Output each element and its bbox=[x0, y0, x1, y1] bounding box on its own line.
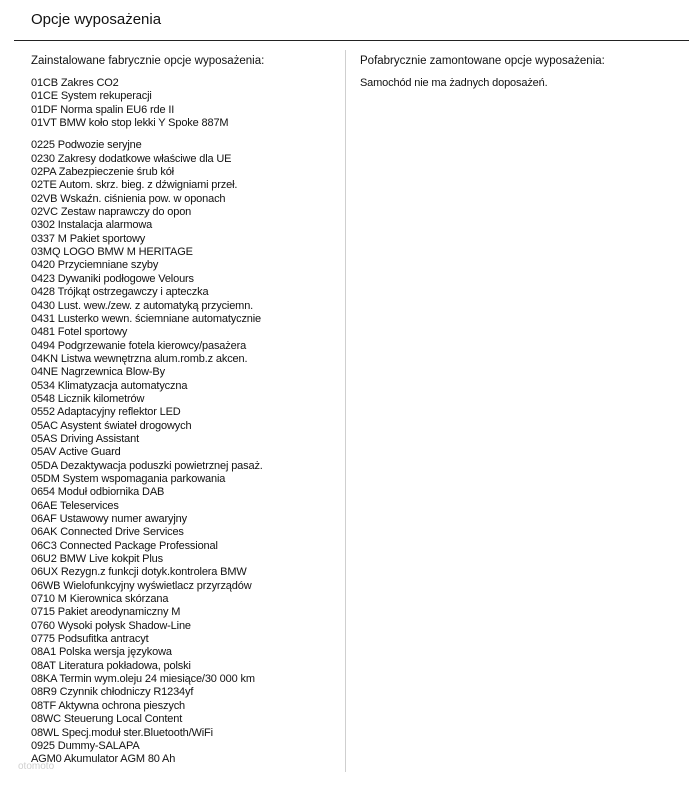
option-item: 01DF Norma spalin EU6 rde II bbox=[31, 103, 175, 116]
option-item: 0710 M Kierownica skórzana bbox=[31, 593, 169, 606]
option-item: 0534 Klimatyzacja automatyczna bbox=[31, 379, 188, 392]
option-item: 08AT Literatura pokładowa, polski bbox=[31, 659, 191, 672]
option-item: 06AE Teleservices bbox=[31, 499, 119, 512]
option-item: 05AS Driving Assistant bbox=[31, 432, 139, 445]
option-item: 02TE Autom. skrz. bieg. z dźwigniami przeł. bbox=[31, 179, 238, 192]
option-item: 06UX Rezygn.z funkcji dotyk.kontrolera BMW bbox=[31, 566, 247, 579]
option-item: 0552 Adaptacyjny reflektor LED bbox=[31, 406, 181, 419]
option-item: 0337 M Pakiet sportowy bbox=[31, 232, 146, 245]
option-item: 0494 Podgrzewanie fotela kierowcy/pasażera bbox=[31, 339, 247, 352]
option-item: 0925 Dummy-SALAPA bbox=[31, 739, 140, 752]
option-item: 08A1 Polska wersja językowa bbox=[31, 646, 172, 659]
option-item: 06C3 Connected Package Professional bbox=[31, 539, 218, 552]
option-item: 06WB Wielofunkcyjny wyświetlacz przyrządów bbox=[31, 579, 252, 592]
option-item: 0230 Zakresy dodatkowe właściwe dla UE bbox=[31, 152, 232, 165]
option-item: 05AC Asystent świateł drogowych bbox=[31, 419, 192, 432]
option-item: 08KA Termin wym.oleju 24 miesiące/30 000 km bbox=[31, 673, 255, 686]
option-item: AGM0 Akumulator AGM 80 Ah bbox=[31, 753, 176, 766]
option-item: 01CB Zakres CO2 bbox=[31, 77, 119, 89]
option-item: 0548 Licznik kilometrów bbox=[31, 392, 145, 405]
option-item: 02VC Zestaw naprawczy do opon bbox=[31, 206, 192, 219]
option-item: 0775 Podsufitka antracyt bbox=[31, 633, 149, 646]
header-divider bbox=[14, 40, 689, 41]
option-item: 08WL Specj.moduł ster.Bluetooth/WiFi bbox=[31, 726, 213, 739]
option-item: 0760 Wysoki połysk Shadow-Line bbox=[31, 619, 191, 632]
option-item: 04KN Listwa wewnętrzna alum.romb.z akcen. bbox=[31, 352, 248, 365]
aftermarket-options-header: Pofabrycznie zamontowane opcje wyposażenia: bbox=[360, 55, 605, 67]
option-item: 0430 Lust. wew./zew. z automatyką przyciemn. bbox=[31, 299, 254, 312]
option-item: 0225 Podwozie seryjne bbox=[31, 139, 142, 152]
option-item: 0302 Instalacja alarmowa bbox=[31, 219, 153, 232]
factory-options-header: Zainstalowane fabrycznie opcje wyposażenia: bbox=[31, 55, 265, 67]
option-item: 05AV Active Guard bbox=[31, 446, 121, 459]
option-item: 01CE System rekuperacji bbox=[31, 90, 152, 103]
page-title: Opcje wyposażenia bbox=[31, 11, 162, 28]
option-item: 03MQ LOGO BMW M HERITAGE bbox=[31, 246, 193, 259]
option-item: 08R9 Czynnik chłodniczy R1234yf bbox=[31, 686, 194, 699]
option-item: 0715 Pakiet areodynamiczny M bbox=[31, 606, 181, 619]
option-item: 0428 Trójkąt ostrzegawczy i apteczka bbox=[31, 286, 209, 299]
option-item: 02VB Wskaźn. ciśnienia pow. w oponach bbox=[31, 192, 226, 205]
aftermarket-options-text: Samochód nie ma żadnych doposażeń. bbox=[360, 77, 548, 89]
option-item: 0431 Lusterko wewn. ściemniane automatycznie bbox=[31, 312, 262, 325]
option-item: 05DM System wspomagania parkowania bbox=[31, 472, 226, 485]
option-item: 08TF Aktywna ochrona pieszych bbox=[31, 699, 186, 712]
option-item: 0654 Moduł odbiornika DAB bbox=[31, 486, 165, 499]
option-item: 04NE Nagrzewnica Blow-By bbox=[31, 366, 165, 379]
option-item: 06U2 BMW Live kokpit Plus bbox=[31, 553, 163, 566]
option-item: 02PA Zabezpieczenie śrub kół bbox=[31, 166, 174, 179]
option-item: 0423 Dywaniki podłogowe Velours bbox=[31, 272, 194, 285]
option-item: 01VT BMW koło stop lekki Y Spoke 887M bbox=[31, 117, 229, 130]
watermark: otomoto bbox=[18, 761, 55, 772]
option-item: 0481 Fotel sportowy bbox=[31, 326, 128, 339]
option-item: 06AK Connected Drive Services bbox=[31, 526, 184, 539]
column-divider bbox=[345, 50, 346, 772]
factory-options-column bbox=[31, 54, 331, 767]
option-item: 0420 Przyciemniane szyby bbox=[31, 259, 159, 272]
factory-options-group-1 bbox=[31, 77, 331, 130]
option-item: 06AF Ustawowy numer awaryjny bbox=[31, 513, 187, 525]
option-item: 05DA Dezaktywacja poduszki powietrznej pasaż. bbox=[31, 459, 263, 472]
option-item: 08WC Steuerung Local Content bbox=[31, 713, 183, 726]
aftermarket-options-column bbox=[360, 54, 680, 90]
factory-options-group-2 bbox=[31, 139, 331, 766]
